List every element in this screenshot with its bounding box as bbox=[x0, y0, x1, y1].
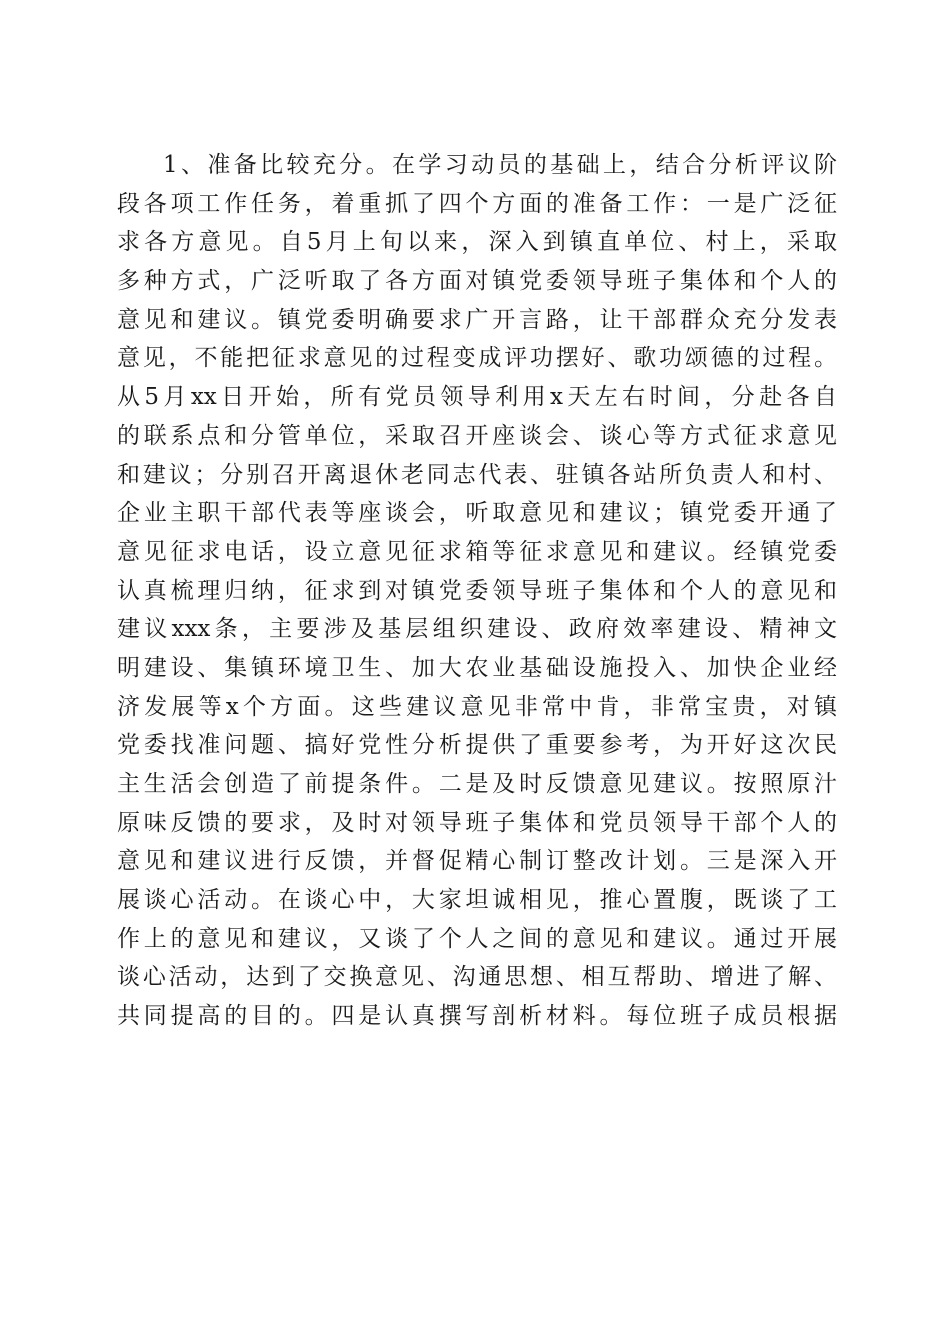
text-line: 多种方式，广泛听取了各方面对镇党委领导班子集体和个人的 bbox=[117, 268, 837, 295]
text-line: 求各方意见。自5月上旬以来，深入到镇直单位、村上，采取 bbox=[117, 229, 837, 256]
text-line: 意见征求电话，设立意见征求箱等征求意见和建议。经镇党委 bbox=[117, 538, 837, 565]
text-line: 作上的意见和建议，又谈了个人之间的意见和建议。通过开展 bbox=[117, 925, 837, 952]
text-line: 意见和建议进行反馈，并督促精心制订整改计划。三是深入开 bbox=[117, 848, 837, 875]
text-line: 共同提高的目的。四是认真撰写剖析材料。每位班子成员根据 bbox=[117, 1003, 837, 1030]
text-line: 明建设、集镇环境卫生、加大农业基础设施投入、加快企业经 bbox=[117, 654, 837, 681]
text-line: 济发展等x个方面。这些建议意见非常中肯，非常宝贵，对镇 bbox=[117, 693, 837, 720]
text-line: 展谈心活动。在谈心中，大家坦诚相见，推心置腹，既谈了工 bbox=[117, 887, 837, 914]
text-line: 建议xxx条，主要涉及基层组织建设、政府效率建设、精神文 bbox=[117, 616, 837, 643]
text-line: 意见，不能把征求意见的过程变成评功摆好、歌功颂德的过程。 bbox=[117, 345, 837, 372]
text-line: 从5月xx日开始，所有党员领导利用x天左右时间，分赴各自 bbox=[117, 384, 837, 411]
text-line: 意见和建议。镇党委明确要求广开言路，让干部群众充分发表 bbox=[117, 306, 837, 333]
body-paragraph bbox=[117, 146, 837, 1036]
text-line: 段各项工作任务，着重抓了四个方面的准备工作：一是广泛征 bbox=[117, 190, 837, 217]
text-line: 原味反馈的要求，及时对领导班子集体和党员领导干部个人的 bbox=[117, 809, 837, 836]
text-line: 谈心活动，达到了交换意见、沟通思想、相互帮助、增进了解、 bbox=[117, 964, 837, 991]
text-line: 企业主职干部代表等座谈会，听取意见和建议；镇党委开通了 bbox=[117, 500, 837, 527]
text-line: 和建议；分别召开离退休老同志代表、驻镇各站所负责人和村、 bbox=[117, 461, 837, 488]
text-line: 党委找准问题、搞好党性分析提供了重要参考，为开好这次民 bbox=[117, 732, 837, 759]
text-line: 主生活会创造了前提条件。二是及时反馈意见建议。按照原汁 bbox=[117, 771, 837, 797]
text-line: 的联系点和分管单位，采取召开座谈会、谈心等方式征求意见 bbox=[117, 422, 837, 449]
text-line: 认真梳理归纳，征求到对镇党委领导班子集体和个人的意见和 bbox=[117, 577, 837, 604]
text-line: 1、准备比较充分。在学习动员的基础上，结合分析评议阶 bbox=[163, 152, 837, 178]
